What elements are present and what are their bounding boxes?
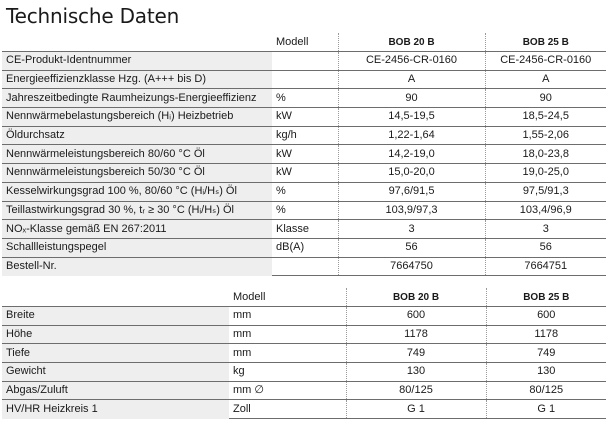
row-value-model-2: 18,0-23,8: [485, 145, 606, 164]
row-label: Gewicht: [2, 363, 229, 382]
row-label: Nennwärmeleistungsbereich 80/60 °C Öl: [2, 145, 272, 164]
row-label: Abgas/Zuluft: [2, 381, 229, 400]
row-value-model-2: A: [485, 70, 606, 89]
row-value-model-1: CE-2456-CR-0160: [338, 52, 485, 71]
row-label: Bestell-Nr.: [2, 257, 272, 276]
table-row: [2, 89, 606, 108]
row-value-model-2: 1178: [486, 325, 606, 344]
row-unit: kW: [272, 145, 338, 164]
row-label: HV/HR Heizkreis 1: [2, 400, 229, 419]
row-label: Jahreszeitbedingte Raumheizungs-Energieeffizienz: [2, 89, 272, 108]
table-row: [2, 307, 606, 326]
table-row: [2, 201, 606, 220]
row-unit: [272, 70, 338, 89]
row-value-model-2: 103,4/96,9: [485, 201, 606, 220]
row-value-model-2: 749: [486, 344, 606, 363]
row-label: Öldurchsatz: [2, 126, 272, 145]
row-label: Energieeffizienzklasse Hzg. (A+++ bis D): [2, 70, 272, 89]
row-value-model-1: 97,6/91,5: [338, 182, 485, 201]
model-label: Modell: [233, 290, 266, 303]
table-row: [2, 164, 606, 183]
row-unit: Klasse: [272, 220, 338, 239]
row-unit: %: [272, 201, 338, 220]
table-row: [2, 381, 606, 400]
row-label: Kesselwirkungsgrad 100 %, 80/60 °C (Hᵢ/Hₛ) Öl: [2, 182, 272, 201]
row-label: Nennwärmebelastungsbereich (Hᵢ) Heizbetrieb: [2, 108, 272, 127]
table-row: [2, 257, 606, 276]
row-value-model-2: 18,5-24,5: [485, 108, 606, 127]
row-unit: kg: [229, 363, 346, 382]
row-value-model-1: 1,22-1,64: [338, 126, 485, 145]
row-value-model-2: 7664751: [485, 257, 606, 276]
row-label: Schallleistungspegel: [2, 238, 272, 257]
row-unit: mm: [229, 307, 346, 326]
row-label: Tiefe: [2, 344, 229, 363]
table-row: [2, 182, 606, 201]
model-label: Modell: [276, 35, 309, 48]
table-body: [2, 307, 606, 419]
row-value-model-1: 15,0-20,0: [338, 164, 485, 183]
row-unit: kg/h: [272, 126, 338, 145]
row-value-model-2: 90: [485, 89, 606, 108]
row-value-model-2: 80/125: [486, 381, 606, 400]
row-value-model-2: 19,0-25,0: [485, 164, 606, 183]
model-name: BOB 20 B: [346, 288, 486, 307]
row-unit: dB(A): [272, 238, 338, 257]
row-value-model-1: 130: [346, 363, 486, 382]
row-unit: [272, 52, 338, 71]
row-value-model-1: A: [338, 70, 485, 89]
row-value-model-1: 14,2-19,0: [338, 145, 485, 164]
model-name: BOB 25 B: [486, 288, 606, 307]
dimensions-table: [2, 288, 606, 419]
page-title: Technische Daten: [6, 4, 180, 28]
table-header: [2, 33, 606, 52]
row-value-model-2: 56: [485, 238, 606, 257]
row-value-model-1: 1178: [346, 325, 486, 344]
row-value-model-1: 56: [338, 238, 485, 257]
model-name: BOB 20 B: [338, 33, 485, 52]
row-unit: mm ∅: [229, 381, 346, 400]
row-value-model-2: 97,5/91,3: [485, 182, 606, 201]
table-row: [2, 70, 606, 89]
table-row: [2, 400, 606, 419]
row-value-model-1: 103,9/97,3: [338, 201, 485, 220]
row-value-model-1: 600: [346, 307, 486, 326]
row-value-model-1: 7664750: [338, 257, 485, 276]
row-label: CE-Produkt-Identnummer: [2, 52, 272, 71]
row-unit: %: [272, 182, 338, 201]
row-value-model-2: 600: [486, 307, 606, 326]
row-unit: mm: [229, 325, 346, 344]
row-value-model-1: 749: [346, 344, 486, 363]
table-row: [2, 344, 606, 363]
table-row: [2, 145, 606, 164]
table-row: [2, 220, 606, 239]
row-unit: Zoll: [229, 400, 346, 419]
table-row: [2, 108, 606, 127]
row-unit: kW: [272, 164, 338, 183]
table-row: [2, 363, 606, 382]
row-value-model-1: 80/125: [346, 381, 486, 400]
row-value-model-2: 3: [485, 220, 606, 239]
table-row: [2, 325, 606, 344]
row-unit: [272, 257, 338, 276]
header-empty: [2, 33, 272, 52]
row-value-model-1: 3: [338, 220, 485, 239]
technical-data-table: [2, 33, 606, 276]
row-label: Höhe: [2, 325, 229, 344]
row-unit: kW: [272, 108, 338, 127]
row-value-model-1: 90: [338, 89, 485, 108]
table-header: [2, 288, 606, 307]
row-value-model-2: CE-2456-CR-0160: [485, 52, 606, 71]
table-row: [2, 126, 606, 145]
table-row: [2, 52, 606, 71]
row-unit: mm: [229, 344, 346, 363]
table-row: [2, 238, 606, 257]
header-empty: [2, 288, 229, 307]
table-body: [2, 52, 606, 276]
row-value-model-1: G 1: [346, 400, 486, 419]
row-value-model-2: G 1: [486, 400, 606, 419]
row-label: NOₓ-Klasse gemäß EN 267:2011: [2, 220, 272, 239]
row-label: Teillastwirkungsgrad 30 %, tᵣ ≥ 30 °C (Hᵢ/Hₛ) Öl: [2, 201, 272, 220]
row-value-model-2: 1,55-2,06: [485, 126, 606, 145]
row-unit: %: [272, 89, 338, 108]
model-name: BOB 25 B: [485, 33, 606, 52]
row-label: Breite: [2, 307, 229, 326]
row-label: Nennwärmeleistungsbereich 50/30 °C Öl: [2, 164, 272, 183]
row-value-model-2: 130: [486, 363, 606, 382]
row-value-model-1: 14,5-19,5: [338, 108, 485, 127]
